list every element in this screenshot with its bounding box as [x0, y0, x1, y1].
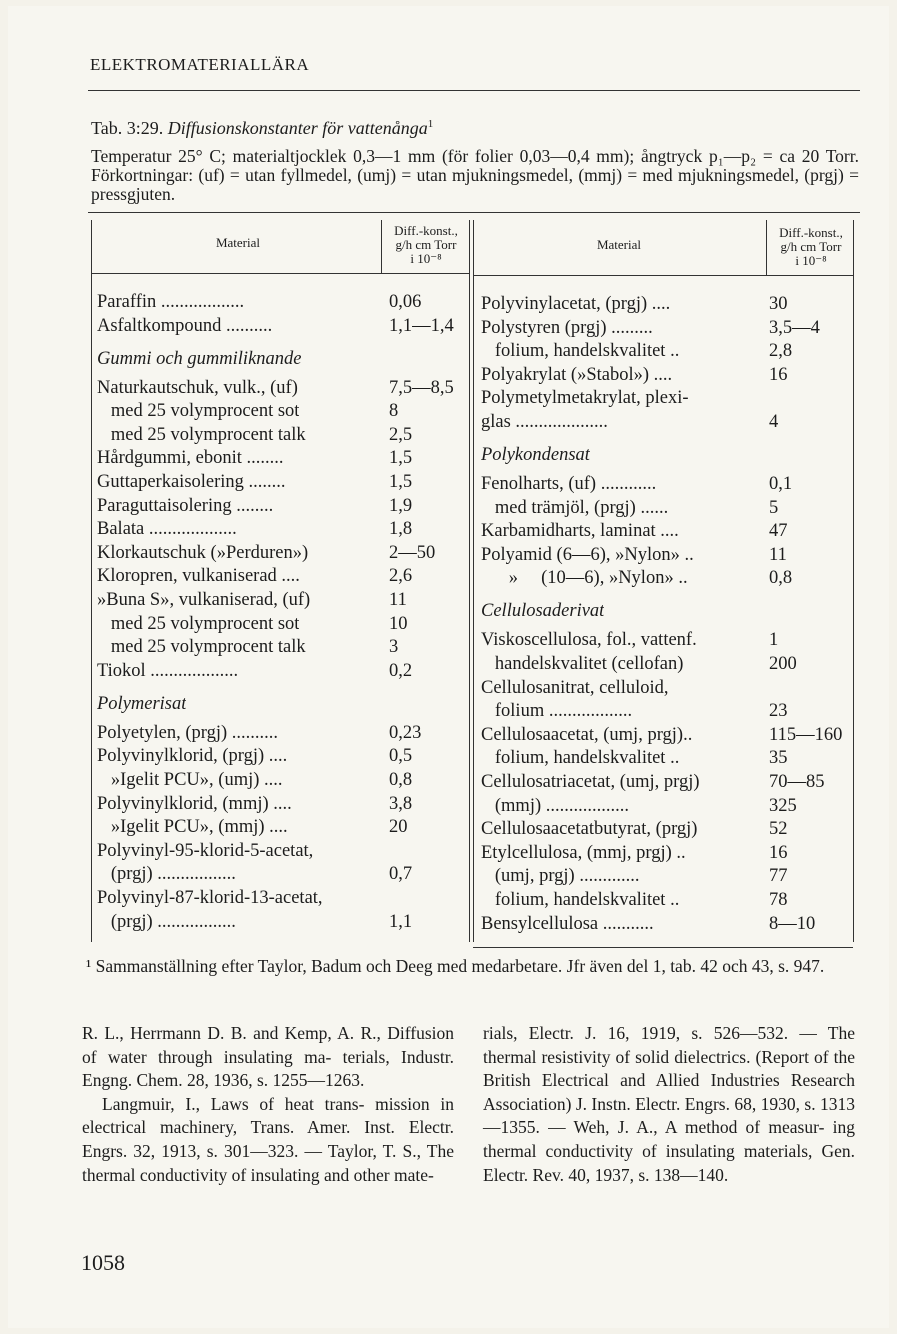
table-row [97, 496, 469, 520]
diffusion-value: 0,8 [769, 568, 793, 589]
material-name: Paraguttaisolering ........ [97, 495, 274, 516]
material-name: folium, handelskvalitet .. [481, 341, 680, 362]
diffusion-value: 10 [389, 613, 408, 634]
diffusion-value: 78 [769, 890, 788, 910]
table-row [97, 841, 469, 865]
diffusion-value: 1 [769, 630, 779, 651]
diffusion-value: 16 [769, 842, 788, 863]
table-bottom-rule [473, 947, 853, 948]
table-description: Temperatur 25° C; materialtjocklek 0,3—1 mm (för folier 0,03—0,4 mm); ångtryck p₁—p₂ = ca 20 Torr. Förkortningar: (uf) = utan fyllmedel, (umj) = utan mjukningsmedel, (mmj) = med mjukningsmedel, (prgj) = pressgjuten. [91, 146, 859, 204]
table-row [97, 794, 469, 818]
reference-paragraph: R. L., Herrmann D. B. and Kemp, A. R., Diffusion of water through insulating ma- terials, Industr. Engng. Chem. 28, 1936, s. 1255—1263. [82, 1023, 454, 1091]
material-name: Polyvinyl-87-klorid-13-acetat, [97, 888, 323, 908]
table-row [97, 425, 469, 449]
table-row [481, 796, 853, 820]
diffusion-value: 1,1 [389, 911, 413, 932]
table-row [97, 723, 469, 747]
material-name: Polyetylen, (prgj) .......... [97, 722, 279, 743]
material-name: »Buna S», vulkaniserad, (uf) [97, 590, 311, 610]
material-name: »Igelit PCU», (umj) .... [97, 770, 283, 790]
material-name: Etylcellulosa, (mmj, prgj) .. [481, 842, 686, 863]
material-name: Karbamidharts, laminat .... [481, 521, 679, 542]
material-name: Hårdgummi, ebonit ........ [97, 448, 284, 469]
material-name: folium .................. [481, 701, 633, 722]
table-row [481, 521, 853, 545]
material-name: Cellulosaacetatbutyrat, (prgj) [481, 819, 698, 840]
diffusion-value: 52 [769, 819, 788, 840]
table-row [97, 912, 469, 936]
material-name: Klorkautschuk (»Perduren») [97, 542, 309, 563]
table-row [481, 701, 853, 725]
diffusion-value: 16 [769, 364, 788, 385]
table-row [481, 748, 853, 772]
material-name: Guttaperkaisolering ........ [97, 472, 286, 492]
diffusion-value: 30 [769, 294, 788, 314]
diffusion-value: 2,8 [769, 341, 793, 362]
reference-paragraph: Langmuir, I., Laws of heat trans- mission in electrical machinery, Trans. Amer. Inst. Electr. Engrs. 32, 1913, s. 301—323. — Taylor, T. S., The thermal conductivity of insulating and other mate- [82, 1093, 454, 1185]
diffusion-value: 115—160 [769, 724, 843, 745]
material-name: (mmj) .................. [481, 795, 629, 816]
material-name: med 25 volymprocent sot [97, 613, 300, 634]
material-name: handelskvalitet (cellofan) [481, 654, 684, 674]
table-row [481, 294, 853, 318]
table-row [481, 568, 853, 592]
table-row [481, 474, 853, 498]
table-caption [91, 118, 433, 139]
diffusion-value: 0,06 [389, 292, 422, 312]
material-name: (prgj) ................. [97, 864, 236, 885]
diffusion-value: 3,8 [389, 793, 413, 814]
diffusion-value: 11 [769, 544, 787, 565]
diffusion-value: 0,23 [389, 722, 422, 743]
table-row [97, 614, 469, 638]
table-row [97, 661, 469, 685]
material-name: Polyvinylklorid, (mmj) .... [97, 793, 292, 814]
table-row [97, 401, 469, 425]
material-name: Cellulosaderivat [481, 601, 605, 622]
page-number: 1058 [81, 1250, 125, 1275]
right-diff-header-line3: i 10⁻⁸ [795, 253, 827, 268]
diffusion-value: 8 [389, 401, 399, 422]
diffusion-value: 4 [769, 412, 779, 432]
diffusion-value: 325 [769, 795, 797, 816]
description-rule [88, 212, 860, 213]
material-name: med 25 volymprocent talk [97, 637, 306, 658]
caption-label: Tab. 3:29. [91, 118, 164, 138]
material-name: Tiokol ................... [97, 660, 239, 681]
material-name: med trämjöl, (prgj) ...... [481, 497, 669, 518]
table-row [481, 843, 853, 867]
diffusion-value: 1,5 [389, 472, 413, 492]
left-col-diff-header [382, 224, 470, 266]
diffusion-value: 0,7 [389, 864, 413, 885]
table-section-heading [481, 445, 853, 469]
diffusion-value: 23 [769, 701, 788, 722]
diffusion-value: 0,5 [389, 746, 413, 767]
table-row [97, 864, 469, 888]
material-name: med 25 volymprocent sot [97, 401, 300, 422]
material-name: folium, handelskvalitet .. [481, 890, 680, 910]
table-row [97, 543, 469, 567]
left-diff-header-line3: i 10⁻⁸ [410, 251, 442, 266]
table-footnote: ¹ Sammanställning efter Taylor, Badum och Deeg med medarbetare. Jfr även del 1, tab. 42 och 43, s. 947. [86, 956, 825, 976]
diffusion-value: 0,8 [389, 770, 413, 790]
material-name: Bensylcellulosa ........... [481, 913, 654, 934]
diffusion-value: 3 [389, 637, 399, 658]
diffusion-value: 1,1—1,4 [389, 315, 454, 336]
table-row [481, 341, 853, 365]
table-row [481, 412, 853, 436]
table-row [481, 866, 853, 890]
diffusion-value: 8—10 [769, 913, 816, 934]
material-name: Asfaltkompound .......... [97, 315, 273, 336]
table-row [481, 318, 853, 342]
right-col-diff-header [768, 226, 854, 268]
table-right-border [853, 220, 854, 942]
left-diff-header-line2: g/h cm Torr [395, 237, 457, 252]
diffusion-value: 77 [769, 866, 788, 887]
table-row [97, 817, 469, 841]
diffusion-value: 0,1 [769, 474, 793, 494]
material-name: Naturkautschuk, vulk., (uf) [97, 377, 298, 398]
table-row [481, 365, 853, 389]
diffusion-value: 35 [769, 748, 788, 769]
table-row [481, 725, 853, 749]
material-name: folium, handelskvalitet .. [481, 748, 680, 769]
diffusion-value: 70—85 [769, 772, 825, 792]
diffusion-value: 11 [389, 590, 407, 610]
table-row [97, 378, 469, 402]
material-name: Polyakrylat (»Stabol») .... [481, 364, 673, 385]
material-name: Polymerisat [97, 693, 187, 714]
material-name: » (10—6), »Nylon» .. [481, 568, 688, 589]
material-name: Viskoscellulosa, fol., vattenf. [481, 630, 697, 651]
table-row [97, 292, 469, 316]
table-row [97, 448, 469, 472]
right-col-material-header: Material [596, 237, 642, 252]
material-name: Polyamid (6—6), »Nylon» .. [481, 544, 694, 565]
table-section-heading [97, 694, 469, 718]
reference-paragraph: rials, Electr. J. 16, 1919, s. 526—532. — The thermal resistivity of solid dielectrics. (Report of the British Electrical and Allied Industries Research Association) J. Instn. Electr. Engrs. 68, 1930, s. 1313—1355. — Weh, J. A., A method of measur- ing thermal conductivity of insulating materials, Gen. Electr. Rev. 40, 1937, s. 138—140. [483, 1023, 855, 1185]
material-name: Polyvinylklorid, (prgj) .... [97, 746, 288, 767]
table-row [481, 772, 853, 796]
material-name: Polykondensat [481, 445, 590, 465]
material-name: Paraffin .................. [97, 292, 245, 312]
material-name: Polystyren (prgj) ......... [481, 317, 653, 338]
material-name: Cellulosanitrat, celluloid, [481, 677, 669, 698]
right-diff-header-line1: Diff.-konst., [779, 225, 843, 240]
table-mid-divider-a [469, 220, 470, 942]
left-col-material-header: Material [215, 235, 261, 250]
table-row [481, 388, 853, 412]
table-row [481, 678, 853, 702]
material-name: Kloropren, vulkaniserad .... [97, 566, 300, 587]
diffusion-value: 2,5 [389, 424, 413, 445]
left-diff-header-line1: Diff.-konst., [394, 223, 458, 238]
material-name: Cellulosaacetat, (umj, prgj).. [481, 724, 693, 745]
material-name: Cellulosatriacetat, (umj, prgj) [481, 772, 700, 792]
diffusion-value: 2—50 [389, 542, 436, 563]
table-row [97, 316, 469, 340]
table-section-heading [481, 601, 853, 625]
table-row [97, 888, 469, 912]
table-row [481, 498, 853, 522]
table-row [97, 770, 469, 794]
material-name: (umj, prgj) ............. [481, 866, 640, 887]
caption-footnote-mark: 1 [427, 118, 434, 130]
diffusion-value: 1,8 [389, 519, 413, 540]
caption-title: Diffusionskonstanter för vattenånga [167, 118, 428, 138]
table-row [97, 637, 469, 661]
running-header: ELEKTROMATERIALLÄRA [90, 55, 310, 74]
references-left-column [82, 1022, 454, 1187]
material-name: glas .................... [481, 412, 608, 432]
table-mid-divider-b [473, 220, 474, 942]
diffusion-table [88, 220, 860, 950]
table-row [481, 654, 853, 678]
table-left-border [91, 220, 92, 942]
material-name: Polyvinylacetat, (prgj) .... [481, 294, 671, 314]
header-rule [88, 90, 860, 91]
material-name: »Igelit PCU», (mmj) .... [97, 817, 288, 838]
table-row [97, 746, 469, 770]
diffusion-value: 2,6 [389, 566, 413, 587]
diffusion-value: 0,2 [389, 660, 413, 681]
table-row [97, 519, 469, 543]
material-name: Gummi och gummiliknande [97, 348, 302, 369]
table-section-heading [97, 349, 469, 373]
table-row [481, 819, 853, 843]
diffusion-value: 7,5—8,5 [389, 377, 454, 398]
diffusion-value: 5 [769, 497, 779, 518]
table-row [481, 545, 853, 569]
right-header-rule [473, 275, 853, 276]
material-name: Balata ................... [97, 519, 237, 540]
table-row [481, 630, 853, 654]
table-row [97, 472, 469, 496]
material-name: Fenolharts, (uf) ............ [481, 474, 657, 494]
table-row [481, 890, 853, 914]
diffusion-value: 20 [389, 817, 408, 838]
right-diff-header-line2: g/h cm Torr [780, 239, 842, 254]
table-row [97, 566, 469, 590]
diffusion-value: 47 [769, 521, 788, 542]
table-row [97, 590, 469, 614]
material-name: (prgj) ................. [97, 911, 236, 932]
diffusion-value: 1,9 [389, 495, 413, 516]
material-name: Polymetylmetakrylat, plexi- [481, 388, 689, 409]
diffusion-value: 1,5 [389, 448, 413, 469]
diffusion-value: 200 [769, 654, 797, 674]
left-header-rule [91, 273, 470, 274]
material-name: med 25 volymprocent talk [97, 424, 306, 445]
right-header-divider [766, 220, 767, 276]
material-name: Polyvinyl-95-klorid-5-acetat, [97, 840, 314, 861]
diffusion-value: 3,5—4 [769, 317, 820, 338]
table-row [481, 914, 853, 938]
references-right-column [483, 1022, 855, 1187]
